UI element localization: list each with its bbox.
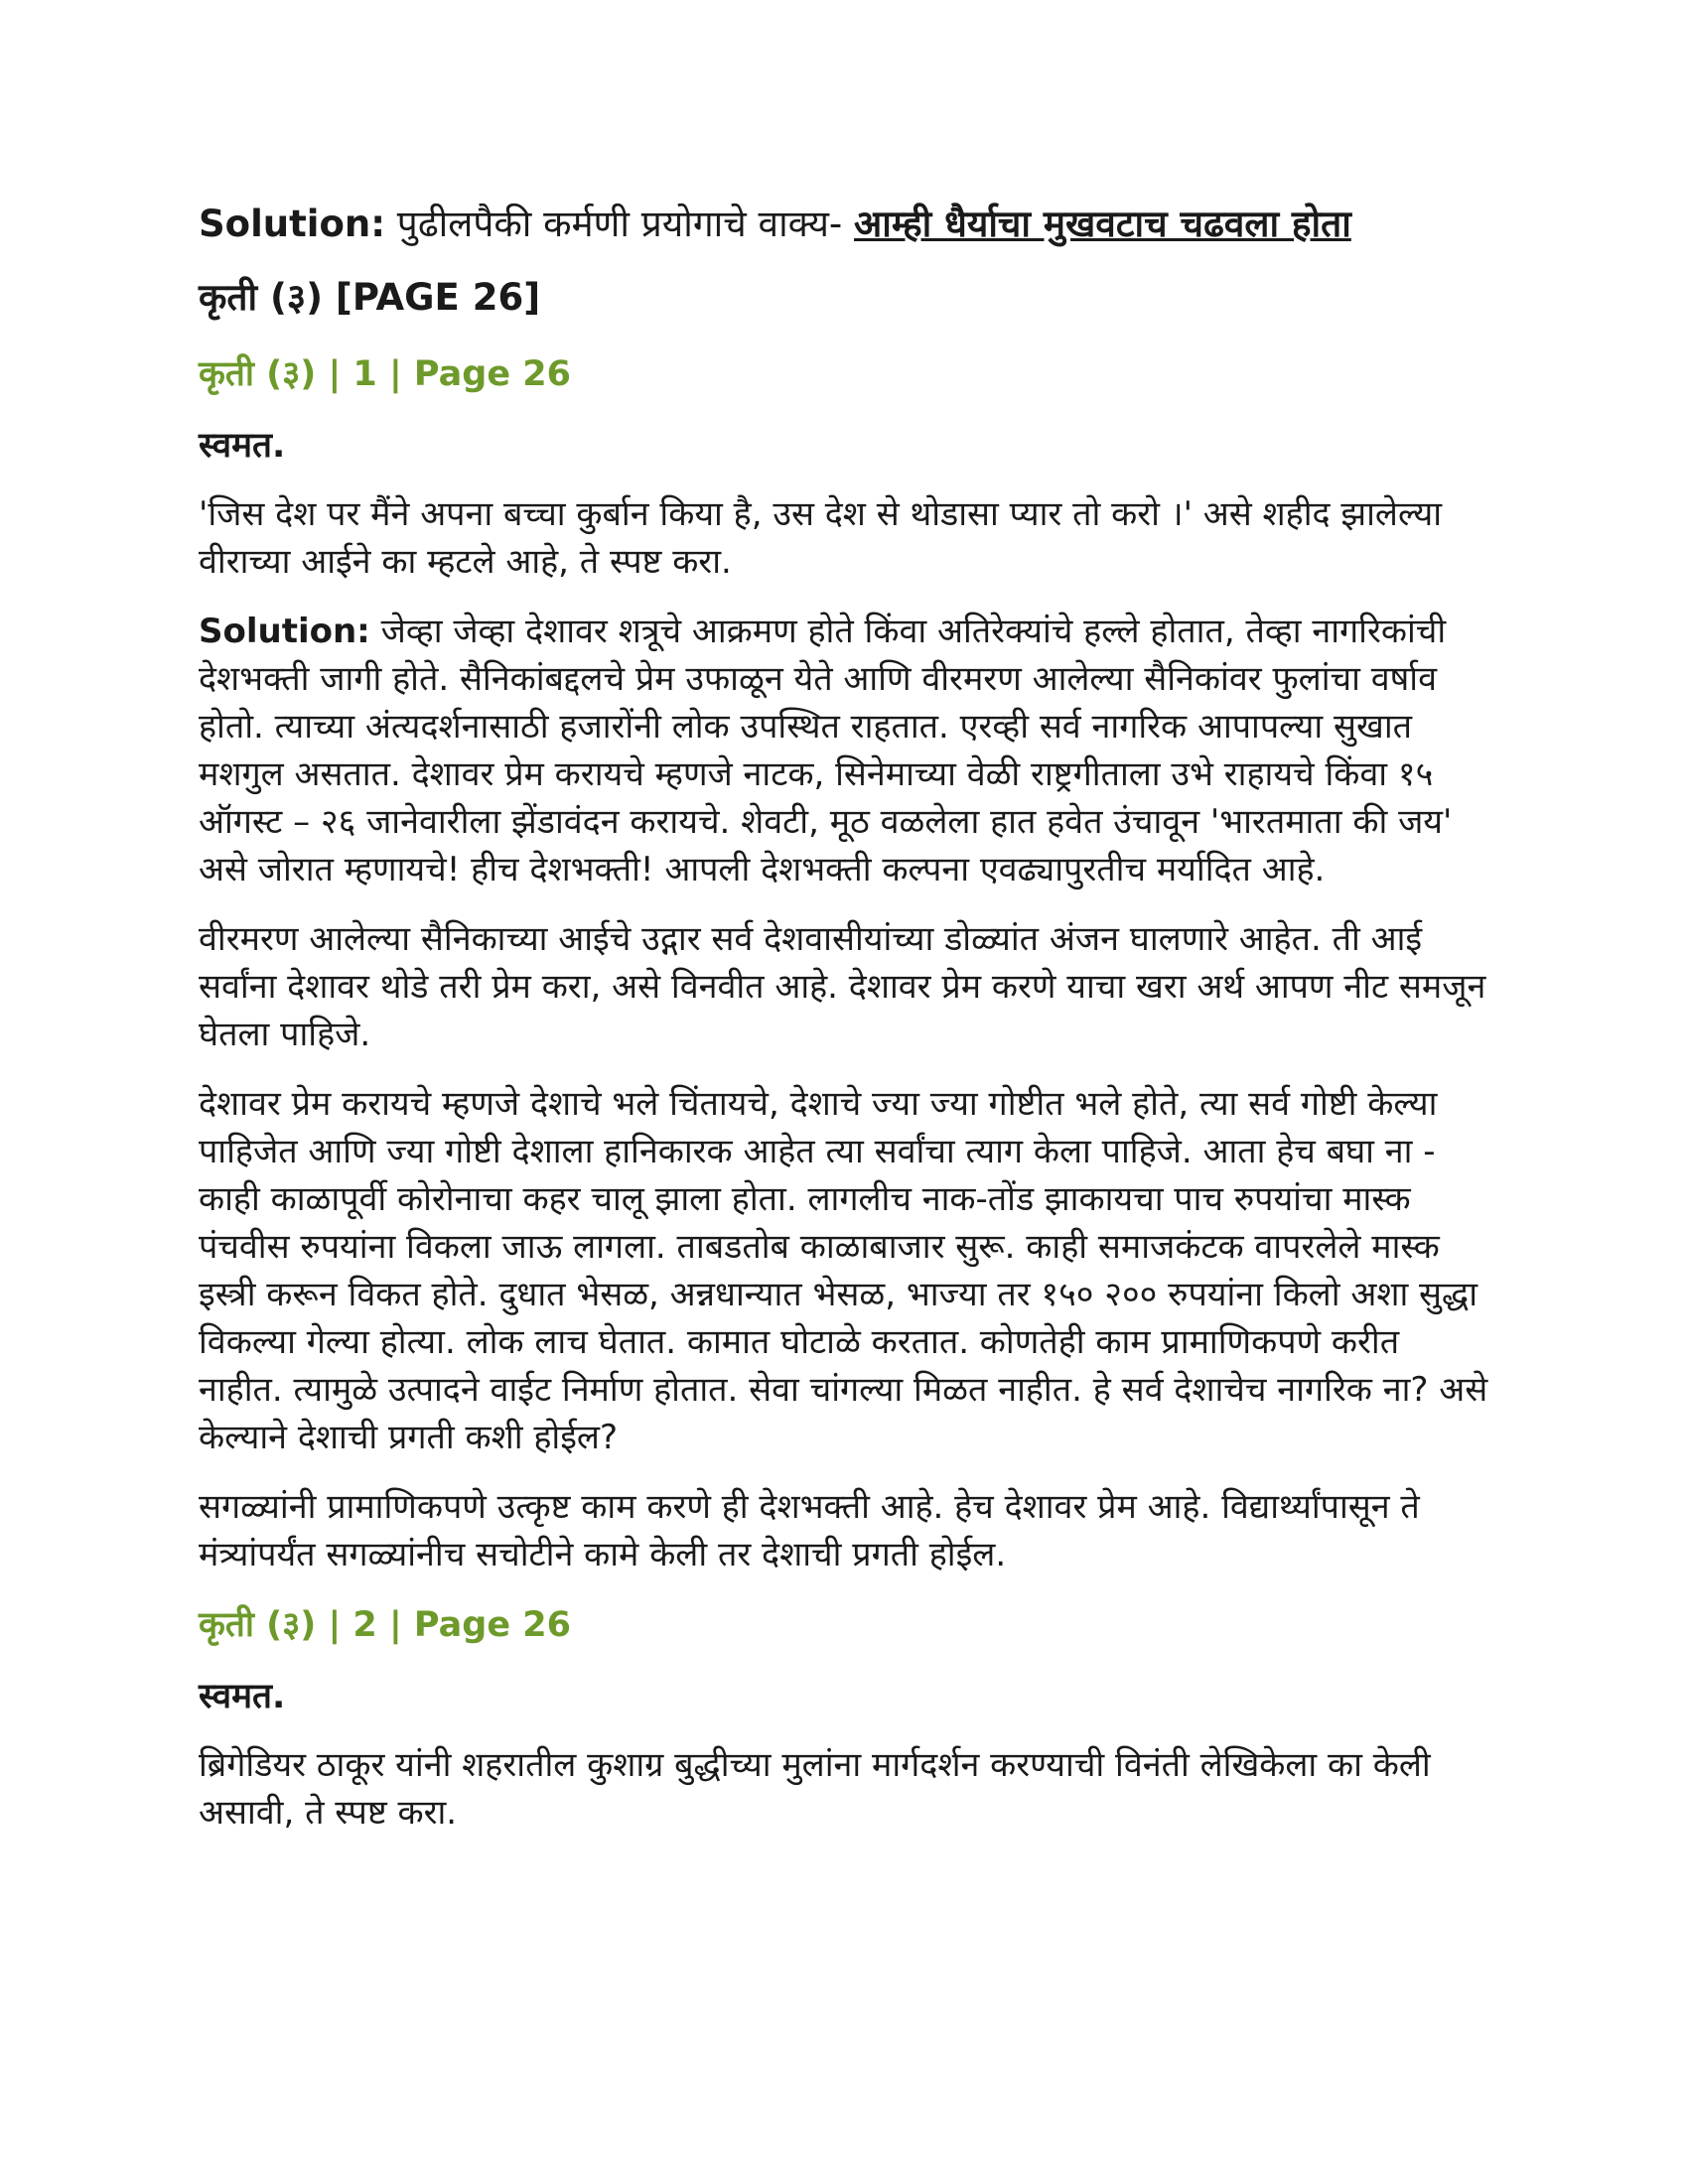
- solution-label: Solution:: [199, 612, 370, 651]
- solution-paragraph-text: जेव्हा जेव्हा देशावर शत्रूचे आक्रमण होते किंवा अतिरेक्यांचे हल्ले होतात, तेव्हा नागरिकांची देशभक्ती जागी होते. सैनिकांबद्दलचे प्रेम उफाळून येते आणि वीरमरण आलेल्या सैनिकांवर फुलांचा वर्षाव होतो. त्याच्या अंत्यदर्शनासाठी हजारोंनी लोक उपस्थित राहतात. एरव्ही सर्व नागरिक आपापल्या सुखात मशगुल असतात. देशावर प्रेम करायचे म्हणजे नाटक, सिनेमाच्या वेळी राष्ट्रगीताला उभे राहायचे किंवा १५ ऑगस्ट – २६ जानेवारीला झेंडावंदन करायचे. शेवटी, मूठ वळलेला हात हवेत उंचावून 'भारतमाता की जय' असे जोरात म्हणायचे! हीच देशभक्ती! आपली देशभक्ती कल्पना एवढ्यापुरतीच मर्यादित आहे.: [199, 612, 1453, 889]
- document-page: [199, 199, 1489, 1858]
- question-1-solution-paragraph: सगळ्यांनी प्रामाणिकपणे उत्कृष्ट काम करणे ही देशभक्ती आहे. हेच देशावर प्रेम आहे. विद्यार्थ्यांपासून ते मंत्र्यांपर्यंत सगळ्यांनीच सचोटीने कामे केली तर देशाची प्रगती होईल.: [199, 1487, 1420, 1574]
- top-solution-line: [199, 199, 1489, 250]
- question-1-solution-paragraph: देशावर प्रेम करायचे म्हणजे देशाचे भले चिंतायचे, देशाचे ज्या ज्या गोष्टीत भले होते, त्या सर्व गोष्टी केल्या पाहिजेत आणि ज्या गोष्टी देशाला हानिकारक आहेत त्या सर्वांचा त्याग केला पाहिजे. आता हेच बघा ना - काही काळापूर्वी कोरोनाचा कहर चालू झाला होता. लागलीच नाक-तोंड झाकायचा पाच रुपयांचा मास्क पंचवीस रुपयांना विकला जाऊ लागला. ताबडतोब काळाबाजार सुरू. काही समाजकंटक वापरलेले मास्क इस्त्री करून विकत होते. दुधात भेसळ, अन्नधान्यात भेसळ, भाज्या तर १५० २०० रुपयांना किलो अशा सुद्धा विकल्या गेल्या होत्या. लोक लाच घेतात. कामात घोटाळे करतात. कोणतेही काम प्रामाणिकपणे करीत नाहीत. त्यामुळे उत्पादने वाईट निर्माण होतात. सेवा चांगल्या मिळत नाहीत. हे सर्व देशाचेच नागरिक ना? असे केल्याने देशाची प्रगती कशी होईल?: [199, 1084, 1488, 1457]
- question-2-heading: कृती (३) | 2 | Page 26: [199, 1605, 571, 1645]
- question-1-heading: कृती (३) | 1 | Page 26: [199, 354, 571, 394]
- kruti-page-heading: कृती (३) [PAGE 26]: [199, 276, 541, 319]
- question-2-type: स्वमत.: [199, 1677, 286, 1716]
- question-1-solution-paragraph: वीरमरण आलेल्या सैनिकाच्या आईचे उद्गार सर्व देशवासीयांच्या डोळ्यांत अंजन घालणारे आहेत. ती आई सर्वांना देशावर थोडे तरी प्रेम करा, असे विनवीत आहे. देशावर प्रेम करणे याचा खरा अर्थ आपण नीट समजून घेतला पाहिजे.: [199, 919, 1486, 1054]
- question-1-solution-paragraph: [199, 608, 1489, 893]
- solution-label: Solution:: [199, 203, 386, 245]
- question-1-type: स्वमत.: [199, 426, 286, 466]
- solution-answer: आम्ही धैर्याचा मुखवटाच चढवला होता: [854, 203, 1351, 245]
- solution-text: पुढीलपैकी कर्मणी प्रयोगाचे वाक्य-: [396, 203, 843, 245]
- question-2-text: ब्रिगेडियर ठाकूर यांनी शहरातील कुशाग्र बुद्धीच्या मुलांना मार्गदर्शन करण्याची विनंती लेखिकेला का केली असावी, ते स्पष्ट करा.: [199, 1745, 1431, 1833]
- question-1-text: 'जिस देश पर मैंने अपना बच्चा कुर्बान किया है, उस देश से थोडासा प्यार तो करो ।' असे शहीद झालेल्या वीराच्या आईने का म्हटले आहे, ते स्पष्ट करा.: [199, 494, 1443, 582]
